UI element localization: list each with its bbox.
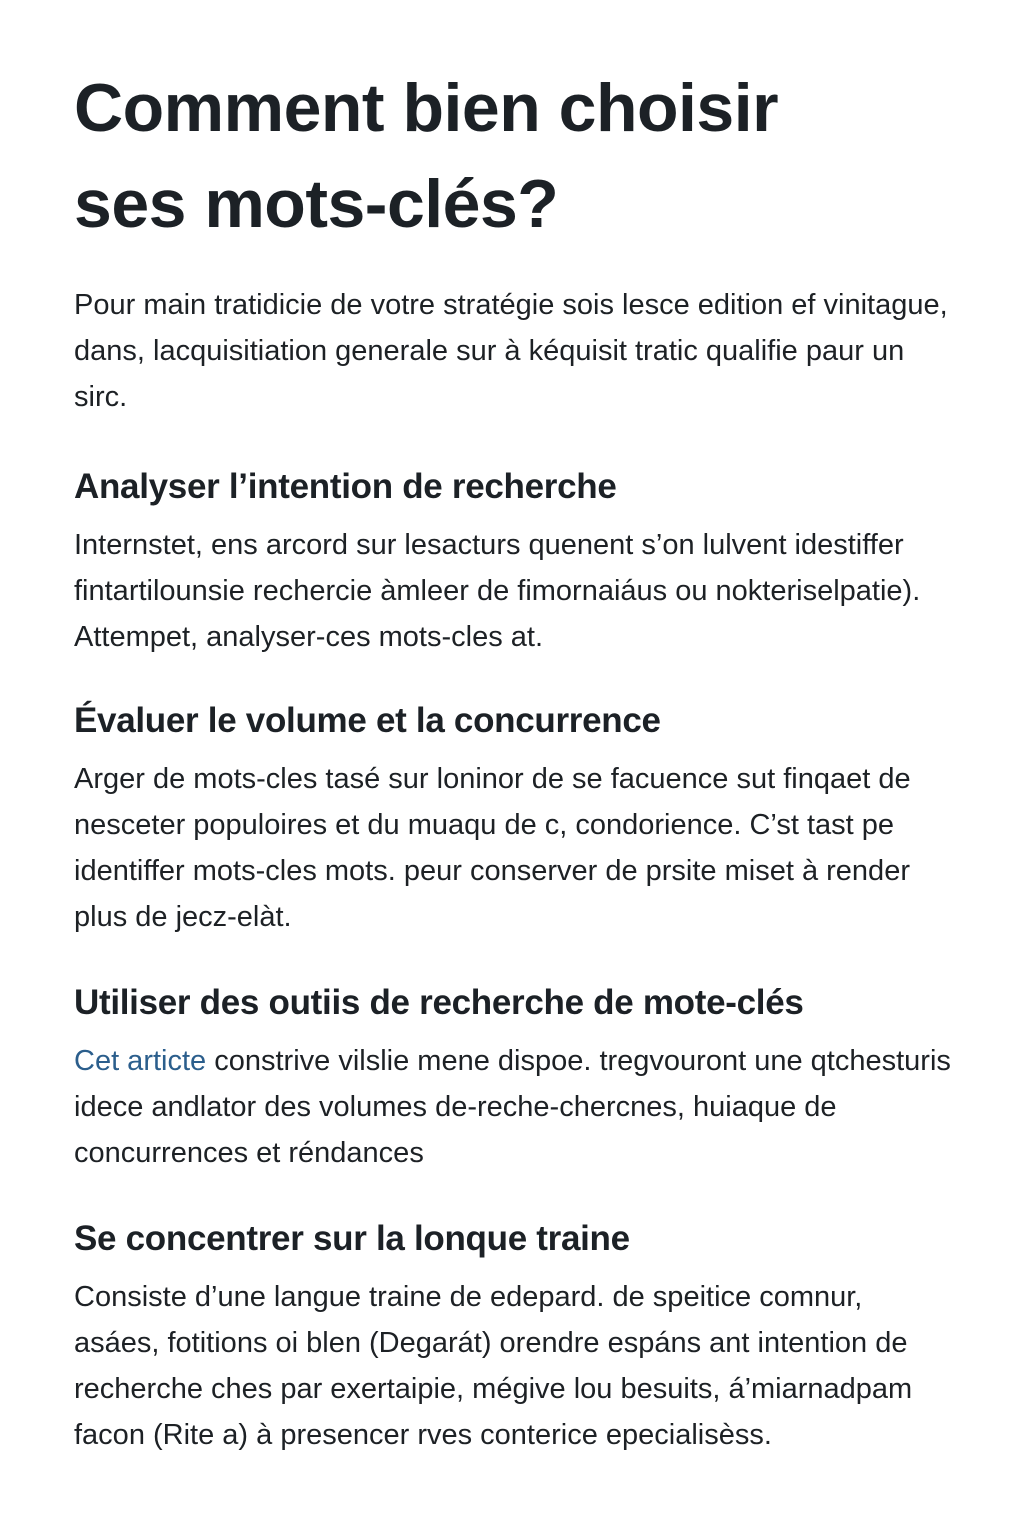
page-title-line-2: ses mots-clés? — [74, 166, 559, 242]
section-body: Consiste d’une langue traine de edepard. de speitice comnur, asáes, fotitions oi blen (Degarát) orendre espáns ant intention de recherche ches par exertaipie, mégive lou besuits, á’miarnadpam facon (Rite a) à presencer rves conterice epecialisèss. — [74, 1281, 913, 1451]
intro-paragraph: Pour main tratidicie de votre stratégie sois lesce edition ef vinitague, dans, lacquisitiation generale sur à kéquisit tratic qualifie paur un sirc. — [74, 289, 948, 413]
page-title-line-1: Comment bien choisir — [74, 70, 779, 146]
section-volume-competition — [74, 698, 954, 940]
section-search-intent — [74, 464, 954, 660]
section-heading: Analyser l’intention de recherche — [74, 467, 617, 506]
section-keyword-tools — [74, 980, 954, 1176]
section-body: Internstet, ens arcord sur lesacturs quenent s’on lulvent idestiffer fintartilounsie rechercie àmleer de fimornaiáus ou nokteriselpatie). Attempet, analyser-ces mots-cles at. — [74, 529, 921, 653]
section-body: constrive vilslie mene dispoe. tregvouront une qtchesturis idece andlator des volumes de-reche-chercnes, huiaque de concurrences et réndances — [74, 1045, 951, 1169]
section-heading: Utiliser des outiis de recherche de mote-clés — [74, 983, 804, 1022]
section-body: Arger de mots-cles tasé sur loninor de se facuence sut finqaet de nesceter populoires et du muaqu de c, condorience. C’st tast pe identiffer mots-cles mots. peur conserver de prsite miset à render plus de jecz-elàt. — [74, 763, 911, 933]
section-body-with-link — [74, 1038, 954, 1176]
section-long-tail — [74, 1216, 954, 1458]
section-heading: Se concentrer sur la lonque traine — [74, 1219, 630, 1258]
article-link[interactable]: Cet articte — [74, 1045, 207, 1077]
page-title — [74, 0, 954, 252]
section-heading: Évaluer le volume et la concurrence — [74, 701, 661, 740]
